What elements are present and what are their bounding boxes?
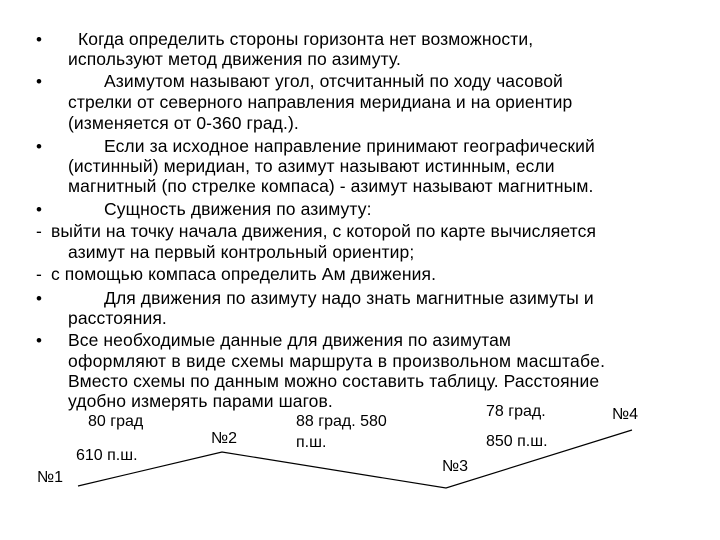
leg-3-distance: 850 п.ш. <box>486 433 548 450</box>
item-2-line-2: стрелки от северного направления меридиана и на ориентир <box>68 92 573 112</box>
item-5-line-1: Для движения по азимуту надо знать магнитные азимуты и <box>104 288 594 308</box>
item-3-line-2: (истинный) меридиан, то азимут называют истинным, если <box>68 156 555 176</box>
item-6-line-1: Все необходимые данные для движения по азимутам <box>68 330 512 350</box>
bullet-marker: • <box>36 200 42 219</box>
dash-marker: - <box>36 264 42 284</box>
point-label-1: №1 <box>37 469 64 486</box>
point-label-2: №2 <box>211 430 238 447</box>
bullet-marker: • <box>36 289 42 308</box>
dash-marker: - <box>36 221 42 241</box>
leg-1-distance: 610 п.ш. <box>76 447 138 464</box>
leg-2-distance: п.ш. <box>296 434 327 451</box>
bullet-marker: • <box>36 137 42 156</box>
dash-2-line-1: с помощью компаса определить Ам движения. <box>51 264 437 284</box>
point-label-4: №4 <box>612 406 639 423</box>
item-5-line-2: расстояния. <box>68 308 167 328</box>
dash-1-line-1: выйти на точку начала движения, с которой по карте вычисляется <box>51 221 597 241</box>
item-4-line-1: Сущность движения по азимуту: <box>104 199 372 219</box>
item-1-line-2: используют метод движения по азимуту. <box>68 49 401 69</box>
route-line <box>78 430 632 488</box>
item-2-line-3: (изменяется от 0-360 град.). <box>68 113 299 133</box>
bullet-marker: • <box>36 72 42 91</box>
bullet-marker: • <box>36 30 42 49</box>
dash-1-line-2: азимут на первый контрольный ориентир; <box>68 242 415 262</box>
item-3-line-1: Если за исходное направление принимают географический <box>104 136 595 156</box>
item-3-line-3: магнитный (по стрелке компаса) - азимут называют магнитным. <box>68 176 594 196</box>
leg-2-azimuth: 88 град. 580 <box>296 413 387 430</box>
point-label-3: №3 <box>442 458 469 475</box>
item-2-line-1: Азимутом называют угол, отсчитанный по ходу часовой <box>104 71 563 91</box>
item-6-line-3: Вместо схемы по данным можно составить таблицу. Расстояние <box>68 371 600 391</box>
item-6-line-4: удобно измерять парами шагов. <box>68 391 333 411</box>
item-6-line-2: оформляют в виде схемы маршрута в произвольном масштабе. <box>68 351 606 371</box>
leg-1-azimuth: 80 град <box>88 413 144 430</box>
item-1-line-1: Когда определить стороны горизонта нет возможности, <box>78 29 534 49</box>
bullet-marker: • <box>36 331 42 350</box>
leg-3-azimuth: 78 град. <box>486 403 546 420</box>
